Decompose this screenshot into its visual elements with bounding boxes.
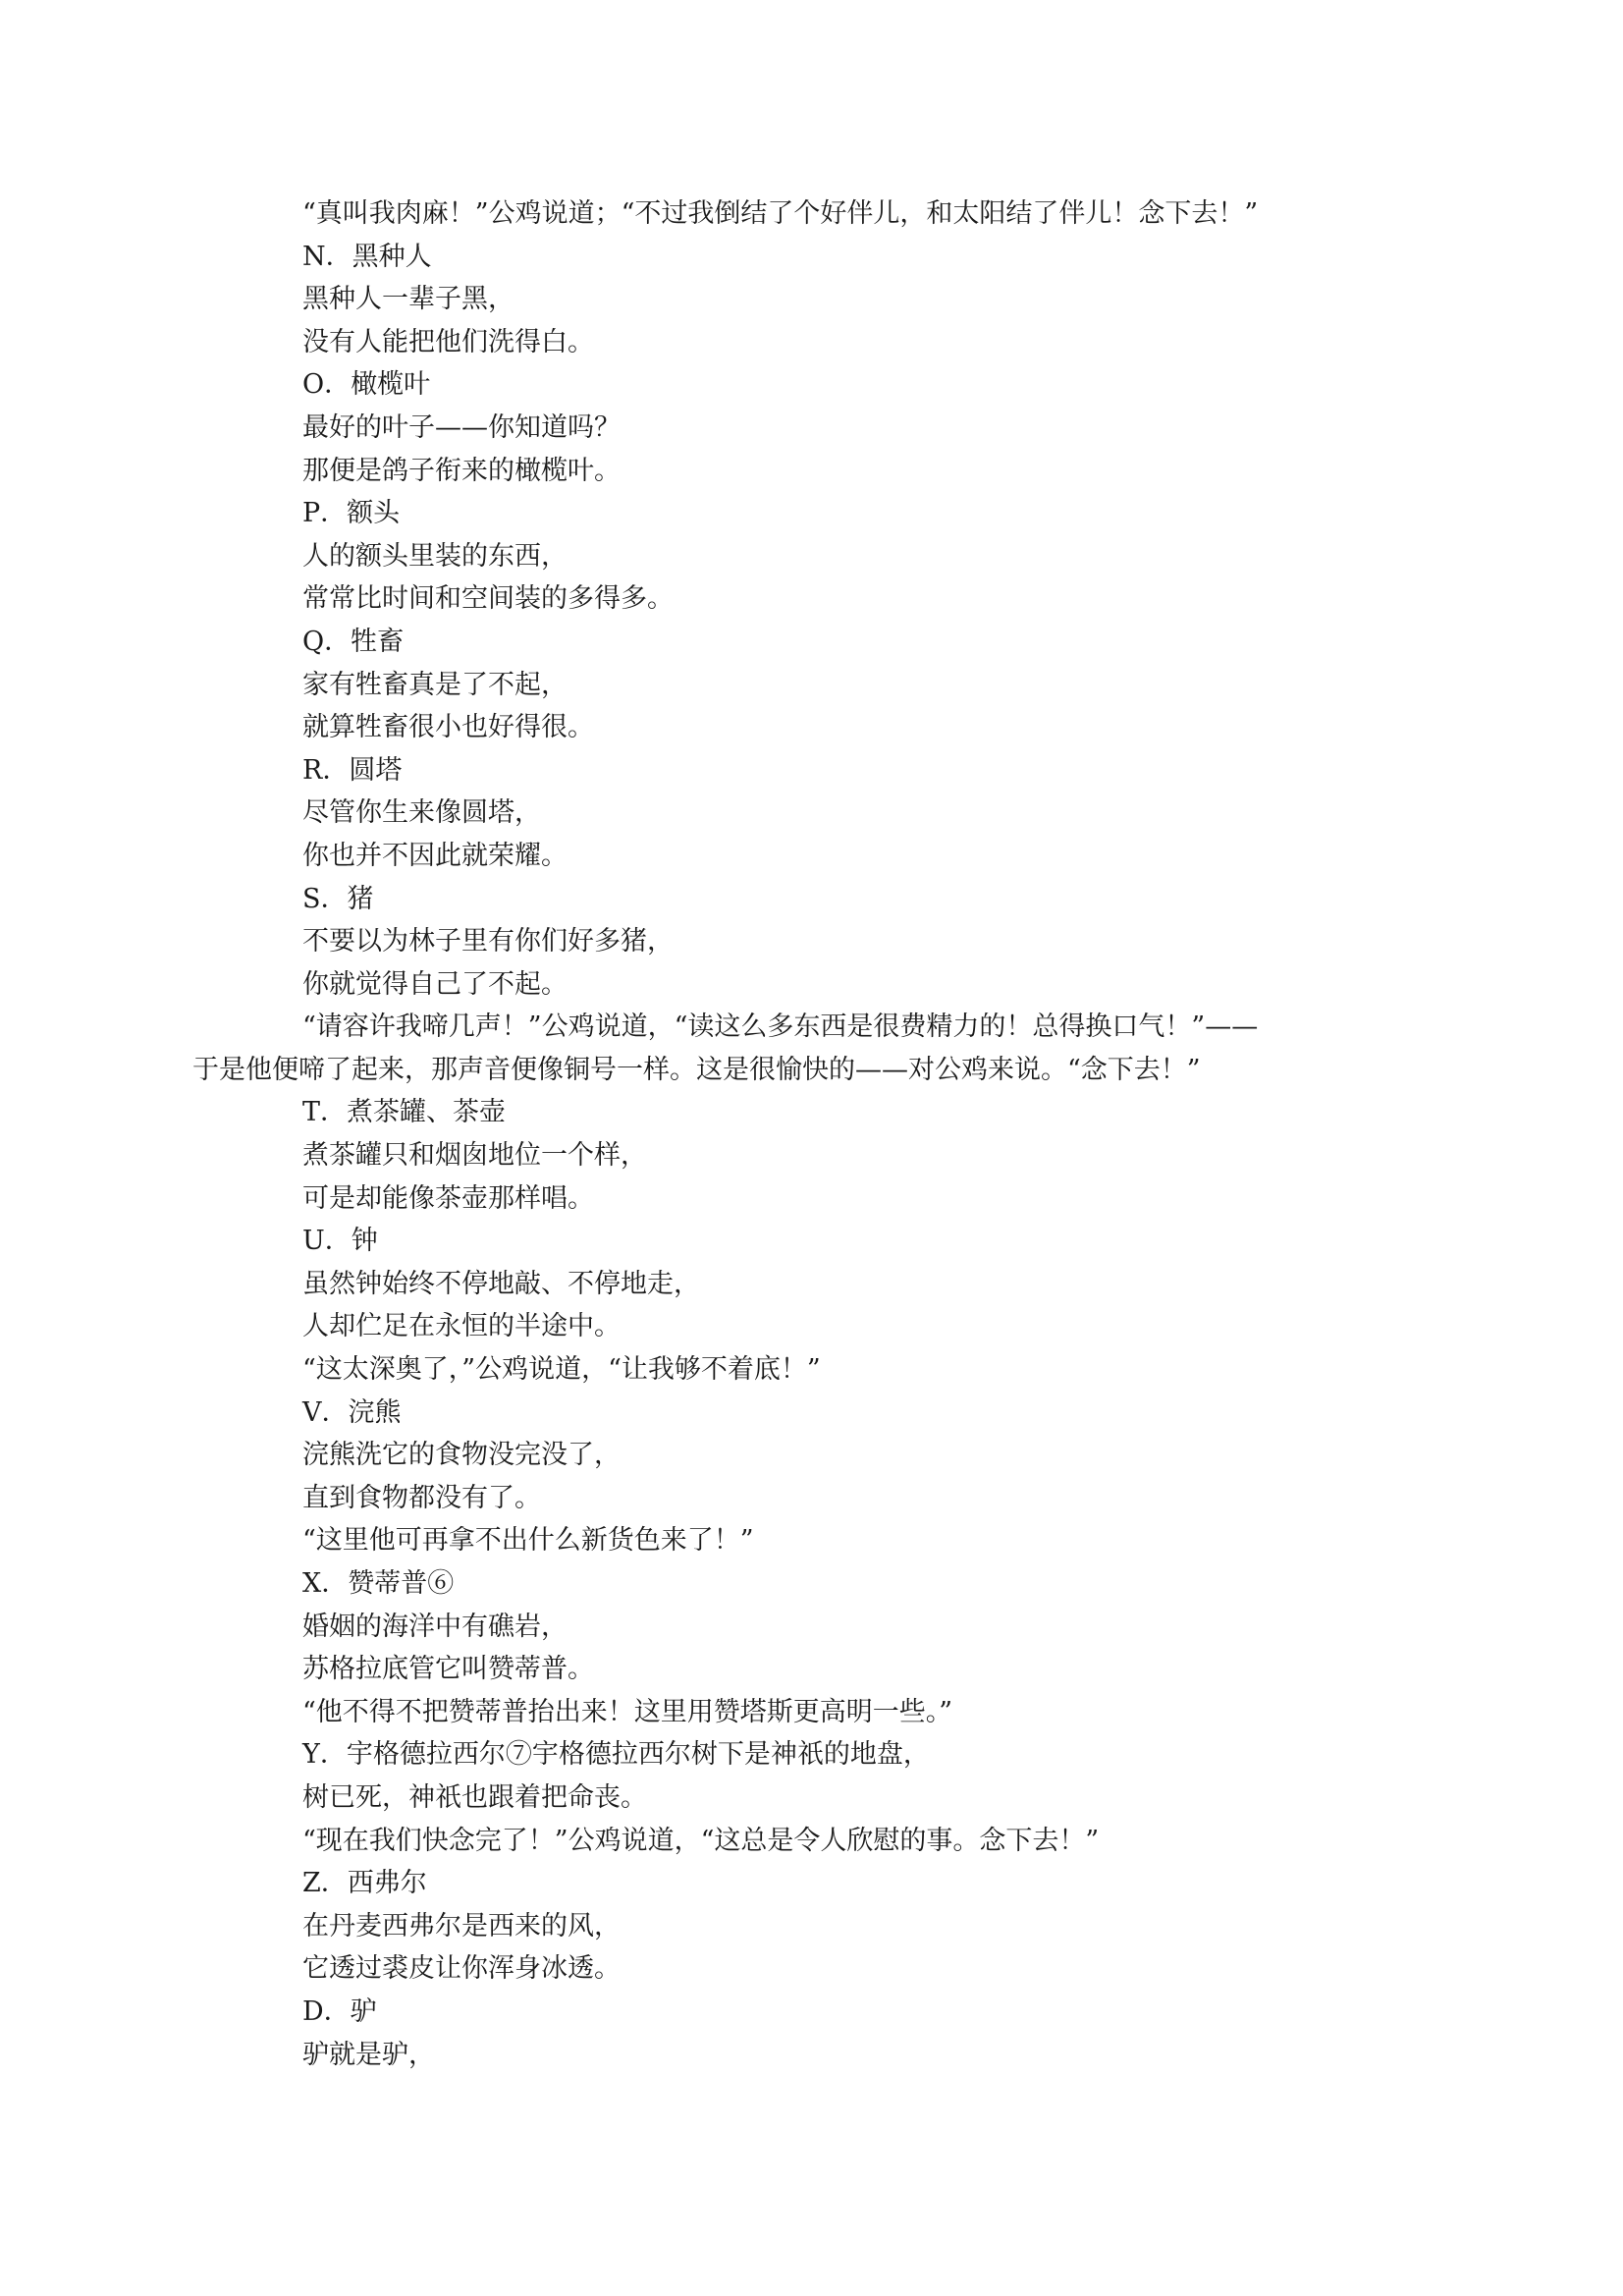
text-line: 煮茶罐只和烟囱地位一个样， bbox=[302, 1140, 647, 1172]
text-line: 它透过裘皮让你浑身冰透。 bbox=[302, 1953, 621, 1985]
text-line: D．驴 bbox=[302, 1995, 377, 2027]
text-line: R．圆塔 bbox=[302, 754, 403, 786]
text-line: U．钟 bbox=[302, 1226, 378, 1257]
text-line: 可是却能像茶壶那样唱。 bbox=[302, 1182, 594, 1214]
text-line: 尽管你生来像圆塔， bbox=[302, 797, 541, 829]
text-line: 那便是鸽子衔来的橄榄叶。 bbox=[302, 455, 621, 486]
text-line: 于是他便啼了起来，那声音便像铜号一样。这是很愉快的——对公鸡来说。“念下去！” bbox=[192, 1054, 1201, 1085]
text-line: 直到食物都没有了。 bbox=[302, 1482, 541, 1513]
text-line: 虽然钟始终不停地敲、不停地走， bbox=[302, 1268, 700, 1299]
text-line: T．煮茶罐、茶壶 bbox=[302, 1097, 507, 1128]
text-line: Z．西弗尔 bbox=[302, 1868, 427, 1899]
text-line: S．猪 bbox=[302, 883, 374, 914]
text-line: “他不得不把赞蒂普抬出来！这里用赞塔斯更高明一些。” bbox=[302, 1696, 953, 1727]
text-line: 没有人能把他们洗得白。 bbox=[302, 326, 594, 357]
text-line: P．额头 bbox=[302, 498, 401, 529]
text-line: 婚姻的海洋中有礁岩， bbox=[302, 1611, 568, 1642]
text-line: 你就觉得自己了不起。 bbox=[302, 968, 568, 1000]
text-line: 人却伫足在永恒的半途中。 bbox=[302, 1311, 621, 1342]
text-line: Y．宇格德拉西尔⑦宇格德拉西尔树下是神祇的地盘， bbox=[302, 1739, 930, 1771]
text-line: 不要以为林子里有你们好多猪， bbox=[302, 926, 674, 957]
text-line: 你也并不因此就荣耀。 bbox=[302, 840, 568, 871]
text-line: 浣熊洗它的食物没完没了， bbox=[302, 1440, 621, 1471]
text-line: 黑种人一辈子黑， bbox=[302, 284, 514, 315]
text-line: “请容许我啼几声！”公鸡说道，“读这么多东西是很费精力的！总得换口气！”—— bbox=[302, 1011, 1259, 1043]
text-line: 苏格拉底管它叫赞蒂普。 bbox=[302, 1654, 594, 1685]
text-line: Q．牲畜 bbox=[302, 626, 405, 657]
text-line: “这太深奥了，”公鸡说道，“让我够不着底！” bbox=[302, 1354, 821, 1386]
text-line: 常常比时间和空间装的多得多。 bbox=[302, 583, 674, 615]
text-line: X．赞蒂普⑥ bbox=[302, 1568, 455, 1599]
text-line: 驴就是驴， bbox=[302, 2039, 435, 2070]
text-line: N．黑种人 bbox=[302, 241, 432, 272]
text-line: “这里他可再拿不出什么新货色来了！” bbox=[302, 1525, 754, 1557]
document-body bbox=[192, 192, 1384, 2076]
text-line: 最好的叶子——你知道吗？ bbox=[302, 411, 621, 443]
text-line: 家有牲畜真是了不起， bbox=[302, 669, 568, 700]
text-line: “真叫我肉麻！”公鸡说道；“不过我倒结了个好伴儿，和太阳结了伴儿！念下去！” bbox=[302, 198, 1259, 229]
text-line: V．浣熊 bbox=[302, 1396, 402, 1428]
text-line: 人的额头里装的东西， bbox=[302, 540, 568, 572]
text-line: “现在我们快念完了！”公鸡说道，“这总是令人欣慰的事。念下去！” bbox=[302, 1825, 1100, 1856]
text-line: 就算牲畜很小也好得很。 bbox=[302, 712, 594, 743]
text-line: 在丹麦西弗尔是西来的风， bbox=[302, 1910, 621, 1941]
text-line: O．橄榄叶 bbox=[302, 369, 431, 401]
text-line: 树已死，神祇也跟着把命丧。 bbox=[302, 1781, 647, 1813]
